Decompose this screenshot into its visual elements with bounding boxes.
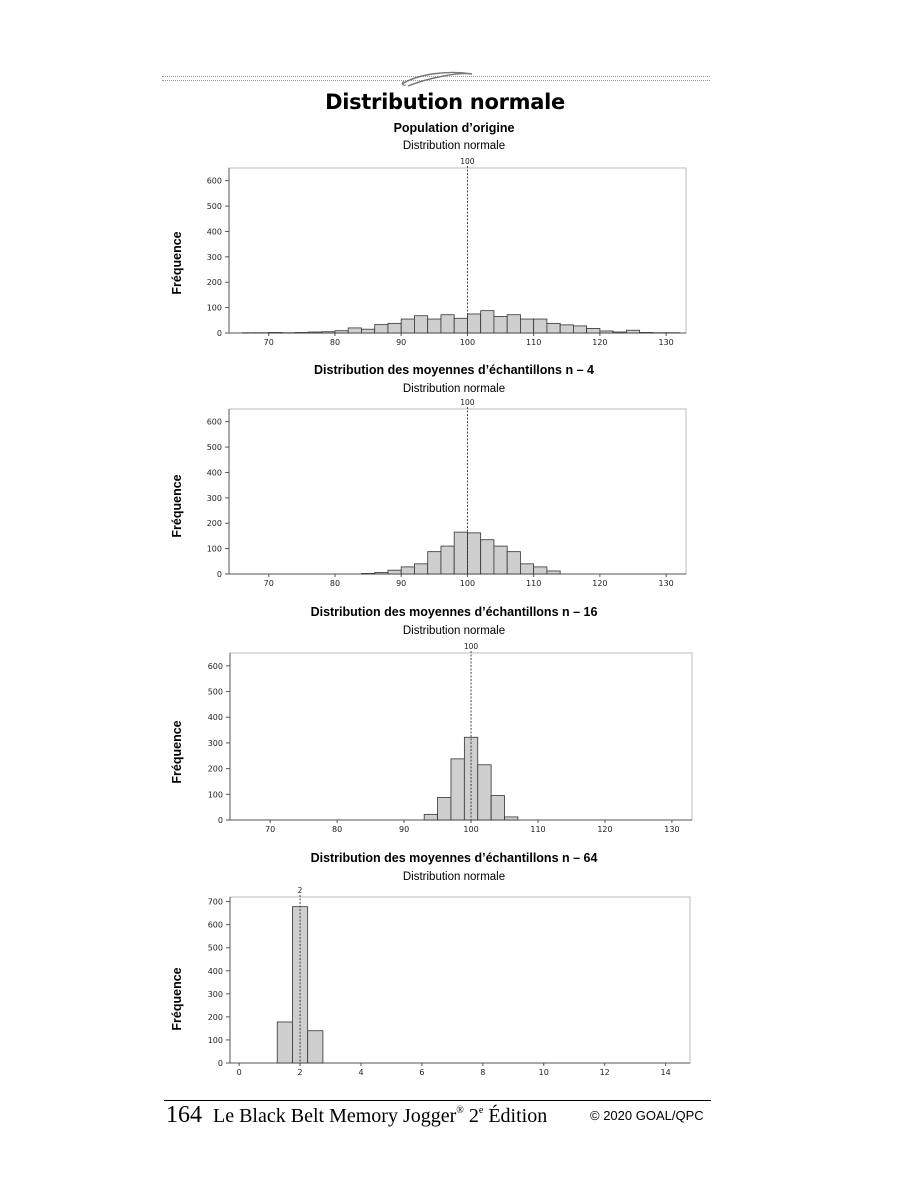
plot-frame: [229, 168, 686, 333]
histogram-bar: [295, 332, 308, 333]
y-tick-label: 500: [207, 943, 223, 953]
x-tick-label: 90: [396, 579, 407, 588]
histogram-bar: [277, 1022, 292, 1063]
x-tick-label: 100: [463, 825, 479, 834]
y-tick-label: 500: [207, 687, 223, 697]
histogram-bar: [438, 797, 451, 820]
histogram-bar: [587, 328, 600, 333]
histogram-bar: [361, 329, 374, 333]
x-tick-label: 8: [480, 1068, 486, 1077]
histogram-bar: [361, 573, 374, 574]
x-tick-label: 0: [236, 1068, 242, 1077]
histogram-bar: [308, 1031, 323, 1063]
histogram-bar: [375, 572, 388, 574]
y-tick-label: 300: [207, 989, 223, 999]
x-tick-label: 70: [265, 825, 276, 834]
edition-number: 2: [468, 1105, 479, 1127]
page-title: Distribution normale: [325, 90, 565, 114]
y-tick-label: 400: [206, 227, 222, 237]
y-tick-label: 300: [206, 493, 222, 503]
copyright: © 2020 GOAL/QPC: [590, 1108, 704, 1123]
histogram-bar: [414, 316, 427, 333]
reference-line-label: 2: [297, 886, 303, 895]
histogram-bar: [534, 567, 547, 574]
y-tick-label: 0: [216, 570, 222, 579]
histogram-bar: [428, 552, 441, 574]
histogram-bar: [507, 315, 520, 333]
reference-line-label: 100: [463, 642, 479, 651]
histogram-bar: [547, 571, 560, 574]
histogram-bar: [467, 314, 480, 333]
histogram-bar: [481, 540, 494, 574]
y-axis-label: Fréquence: [170, 967, 184, 1031]
chart-subtitle: Distribution normale: [402, 140, 506, 152]
y-tick-label: 300: [207, 738, 223, 748]
histogram-bar: [424, 814, 437, 820]
y-tick-label: 0: [217, 1059, 223, 1068]
y-axis-label: Fréquence: [170, 720, 184, 784]
x-tick-label: 90: [396, 338, 407, 347]
histogram-bar: [414, 564, 427, 574]
histogram-bar: [640, 332, 653, 333]
y-tick-label: 700: [207, 897, 223, 907]
footer-rule: [164, 1100, 711, 1101]
histogram-bar: [454, 532, 467, 574]
histogram-bar: [441, 315, 454, 333]
histogram-bar: [401, 567, 414, 574]
chart-title: Distribution des moyennes d’échantillons n – 4: [314, 363, 594, 377]
histogram-bar: [505, 817, 518, 820]
reference-line-label: 100: [460, 398, 475, 407]
x-tick-label: 14: [660, 1068, 671, 1077]
y-axis-label: Fréquence: [170, 231, 184, 295]
histogram-bar: [467, 533, 480, 574]
y-tick-label: 100: [206, 544, 222, 554]
histogram-bar: [613, 332, 626, 333]
chart-subtitle: Distribution normale: [402, 625, 506, 637]
chart-title: Distribution des moyennes d’échantillons n – 16: [310, 605, 598, 619]
histogram-bar: [481, 311, 494, 333]
histogram-bar: [388, 323, 401, 333]
y-tick-label: 100: [206, 303, 222, 313]
reference-line-label: 100: [460, 157, 475, 166]
histogram-bar: [547, 323, 560, 333]
y-tick-label: 0: [216, 329, 222, 338]
y-tick-label: 400: [206, 468, 222, 478]
histogram-bar: [348, 328, 361, 333]
x-tick-label: 10: [538, 1068, 549, 1077]
footer-book-info: [166, 1102, 547, 1129]
y-tick-label: 400: [207, 713, 223, 723]
x-tick-label: 130: [658, 579, 674, 588]
histogram-bar: [322, 332, 335, 333]
x-tick-label: 2: [297, 1068, 303, 1077]
histogram-bar: [600, 331, 613, 333]
histogram-bar: [573, 326, 586, 333]
x-tick-label: 6: [419, 1068, 425, 1077]
edition-word: Édition: [488, 1105, 548, 1127]
y-tick-label: 300: [206, 252, 222, 262]
y-tick-label: 500: [206, 443, 222, 453]
y-tick-label: 400: [207, 966, 223, 976]
y-tick-label: 200: [206, 278, 222, 288]
x-tick-label: 90: [398, 825, 410, 834]
histogram-bar: [534, 319, 547, 333]
x-tick-label: 80: [329, 338, 341, 347]
y-tick-label: 200: [206, 519, 222, 529]
y-tick-label: 600: [206, 176, 222, 186]
x-tick-label: 70: [263, 579, 274, 588]
x-tick-label: 130: [664, 825, 680, 834]
chart-title: Distribution des moyennes d’échantillons n – 64: [310, 851, 598, 865]
histogram-bar: [441, 546, 454, 574]
histogram-bar: [494, 317, 507, 334]
registered-mark: ®: [456, 1105, 464, 1116]
histogram-bar: [269, 332, 282, 333]
chart-title: Population d’origine: [393, 121, 515, 135]
x-tick-label: 130: [658, 338, 674, 347]
y-tick-label: 500: [206, 202, 222, 212]
histogram-bar: [428, 319, 441, 333]
page-number: 164: [166, 1102, 202, 1128]
histogram-bar: [560, 325, 573, 333]
y-tick-label: 200: [207, 764, 223, 774]
y-tick-label: 600: [206, 417, 222, 427]
chart-subtitle: Distribution normale: [402, 383, 506, 395]
histogram-bar: [388, 570, 401, 574]
histogram-bar: [491, 796, 504, 820]
histogram-bar: [375, 325, 388, 333]
histogram-bar: [626, 330, 639, 333]
histogram-bar: [520, 564, 533, 574]
y-axis-label: Fréquence: [170, 474, 184, 538]
x-tick-label: 4: [358, 1068, 364, 1077]
histogram-bar: [335, 331, 348, 333]
x-tick-label: 110: [526, 579, 542, 588]
histogram-bar: [454, 318, 467, 333]
x-tick-label: 80: [332, 825, 343, 834]
x-tick-label: 80: [329, 579, 341, 588]
histogram-bar: [494, 546, 507, 574]
x-tick-label: 100: [459, 338, 476, 347]
x-tick-label: 70: [263, 338, 274, 347]
y-tick-label: 200: [207, 1012, 223, 1022]
x-tick-label: 12: [599, 1068, 610, 1077]
histogram-bar: [451, 759, 464, 820]
x-tick-label: 120: [592, 579, 608, 588]
edition-sup: e: [478, 1105, 484, 1116]
x-tick-label: 110: [526, 338, 542, 347]
histogram-bar: [478, 765, 491, 820]
histogram-bar: [520, 319, 533, 333]
x-tick-label: 120: [597, 825, 613, 834]
x-tick-label: 120: [592, 338, 608, 347]
x-tick-label: 110: [530, 825, 546, 834]
y-tick-label: 100: [207, 790, 223, 800]
y-tick-label: 100: [207, 1035, 223, 1045]
histogram-bar: [401, 319, 414, 333]
book-title: Le Black Belt Memory Jogger: [213, 1105, 457, 1127]
x-tick-label: 100: [459, 579, 476, 588]
y-tick-label: 600: [207, 920, 223, 930]
y-tick-label: 0: [217, 816, 223, 825]
chart-subtitle: Distribution normale: [402, 871, 506, 883]
y-tick-label: 600: [207, 661, 223, 671]
histogram-bar: [507, 552, 520, 574]
histogram-bar: [308, 332, 321, 333]
